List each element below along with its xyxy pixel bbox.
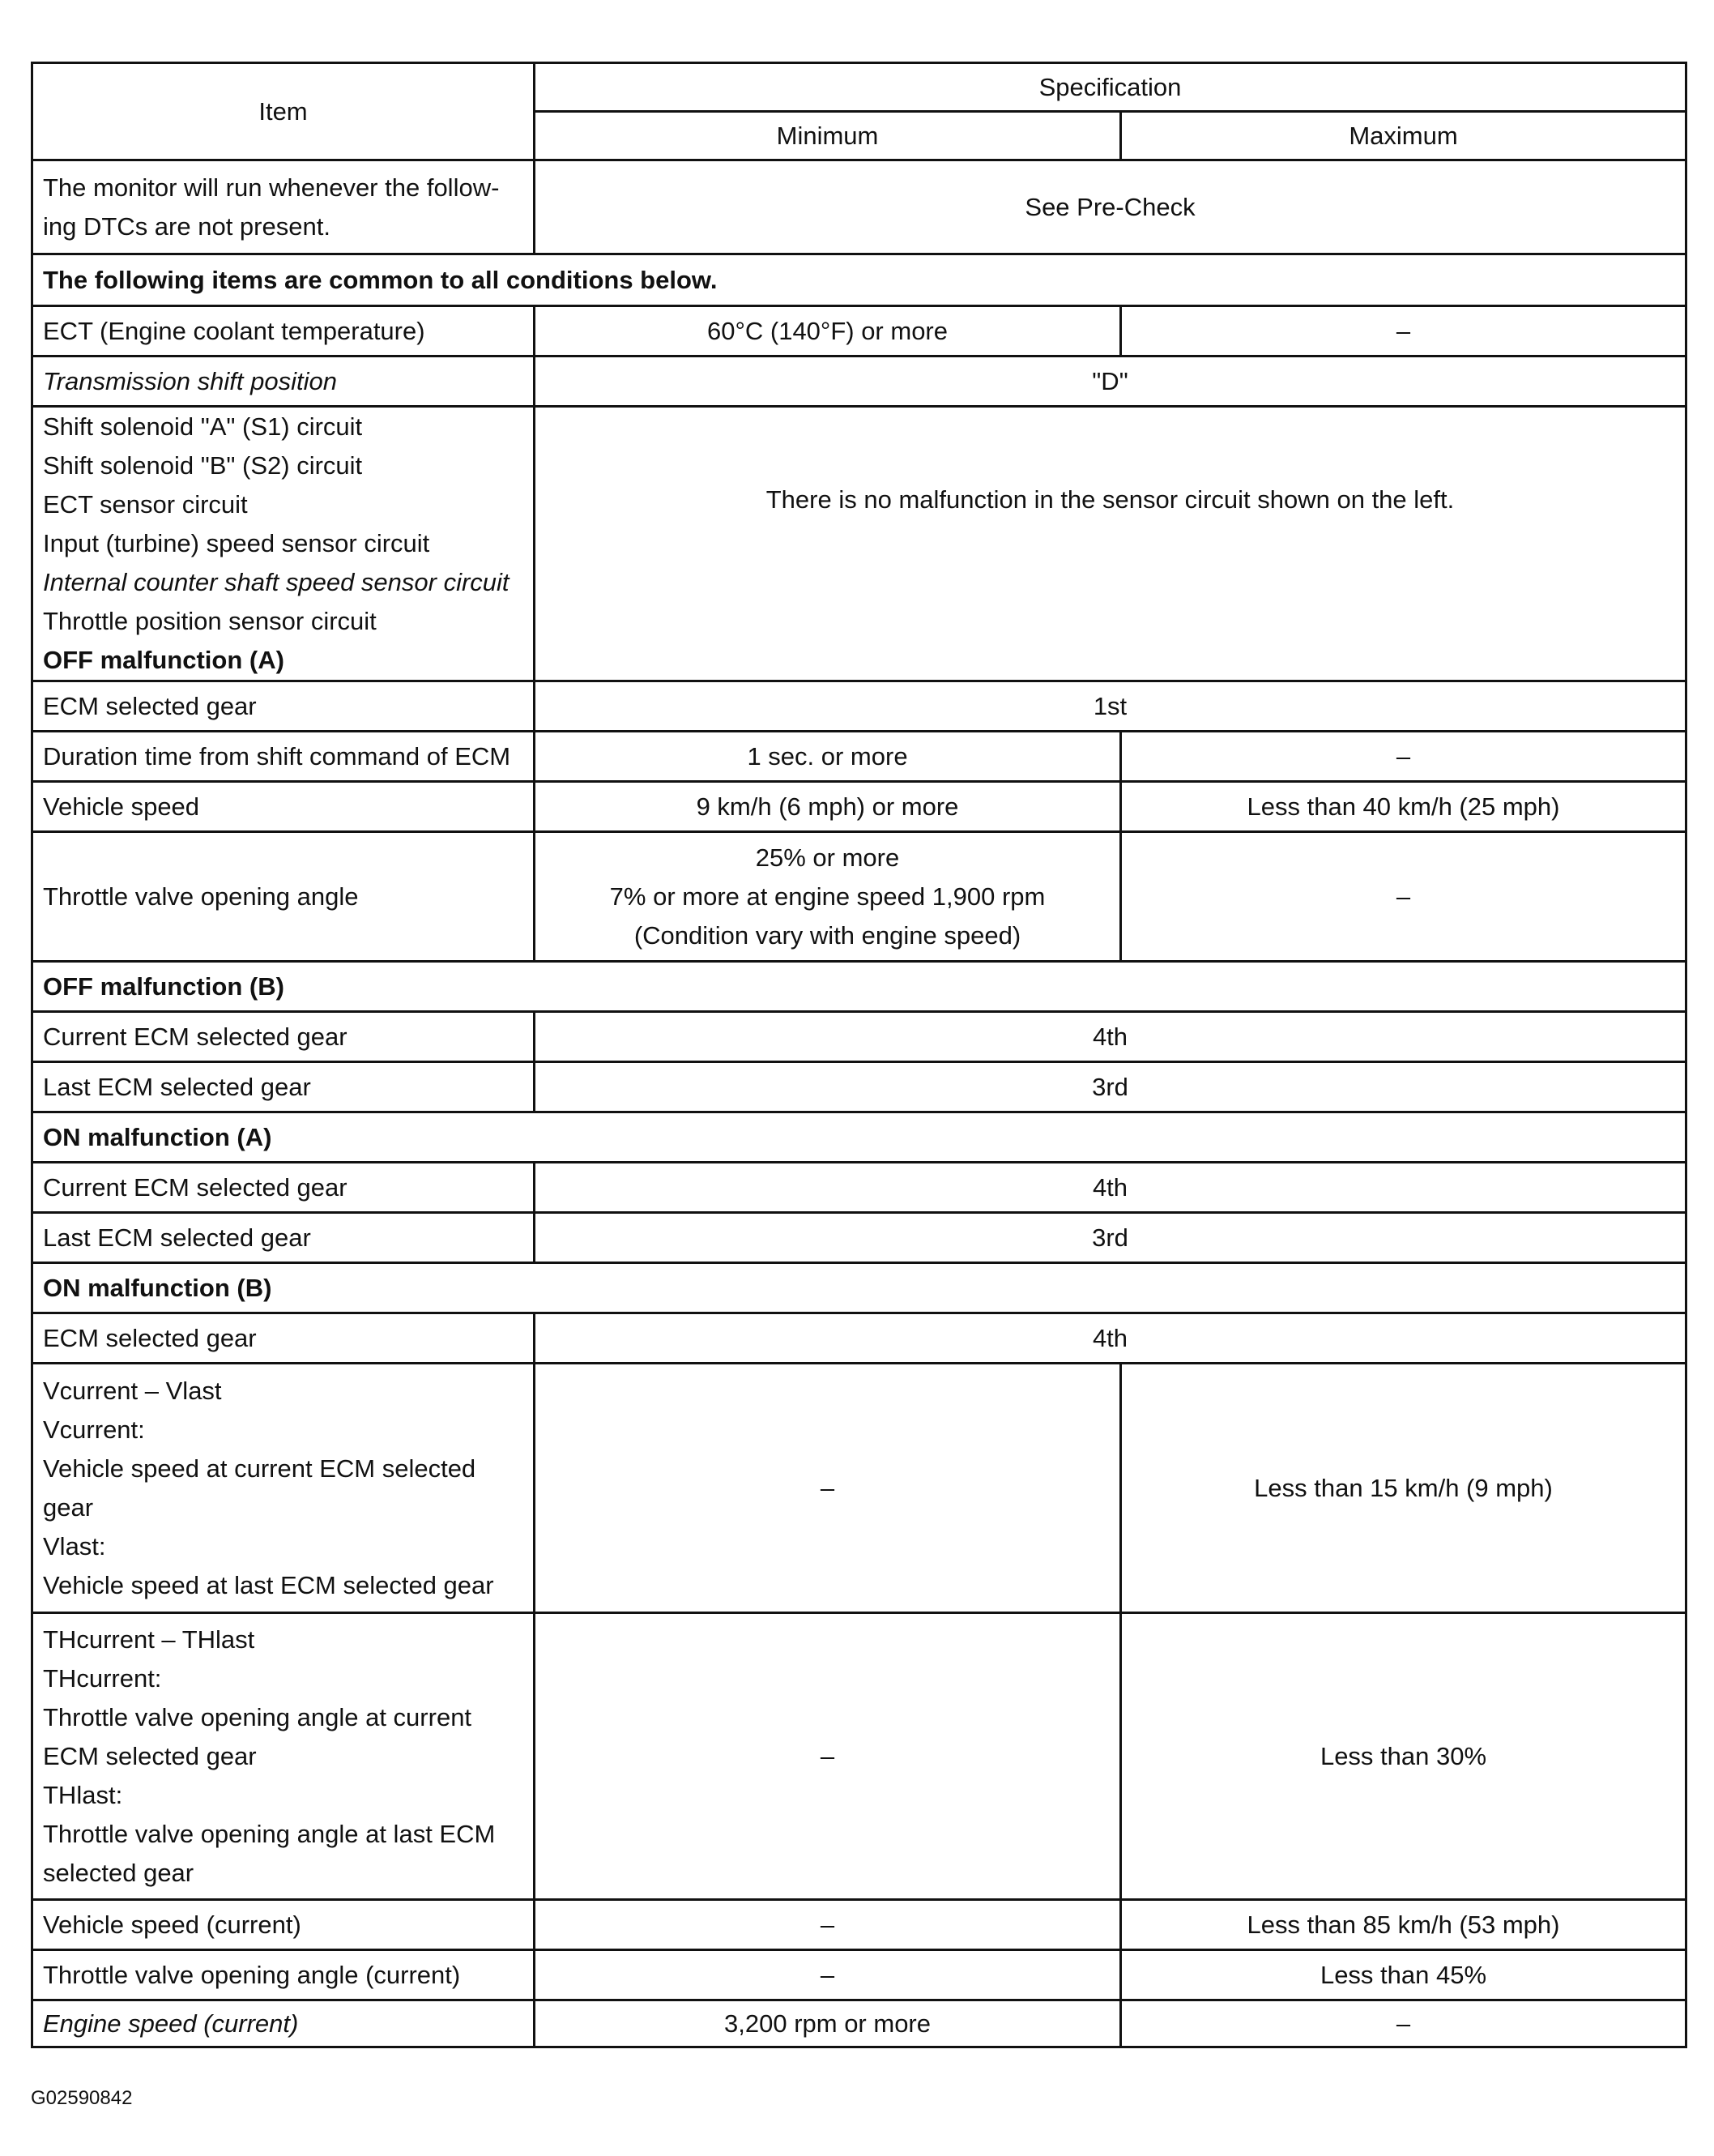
off-b-last-spec: 3rd (535, 1062, 1686, 1112)
ect-max: – (1121, 306, 1686, 356)
off-b-last-item: Last ECM selected gear (32, 1062, 535, 1112)
off-b-heading: OFF malfunction (B) (32, 962, 1686, 1012)
vdiff-line: Vlast: (43, 1531, 106, 1560)
shift-position-item: Transmission shift position (32, 356, 535, 407)
off-a-speed-item: Vehicle speed (32, 782, 535, 832)
on-b-vspeed-max: Less than 85 km/h (53 mph) (1121, 1900, 1686, 1950)
on-b-gear-item: ECM selected gear (32, 1313, 535, 1364)
off-a-heading: OFF malfunction (A) (43, 646, 284, 674)
on-b-vdiff-min: – (535, 1364, 1121, 1613)
on-b-thdiff-min: – (535, 1613, 1121, 1900)
common-heading: The following items are common to all conditions below. (32, 254, 1686, 306)
thdiff-line: selected gear (43, 1858, 194, 1887)
circuit-item: Shift solenoid "A" (S1) circuit (43, 412, 363, 441)
off-a-throttle-item: Throttle valve opening angle (32, 832, 535, 962)
monitor-item (32, 160, 535, 254)
vdiff-line: Vcurrent: (43, 1415, 145, 1444)
circuit-item: Internal counter shaft speed sensor circuit (43, 568, 510, 596)
circuit-item: Throttle position sensor circuit (43, 607, 377, 635)
on-b-engine-max: – (1121, 2000, 1686, 2047)
header-item: Item (32, 63, 535, 160)
off-a-duration-max: – (1121, 732, 1686, 782)
on-b-vdiff-max: Less than 15 km/h (9 mph) (1121, 1364, 1686, 1613)
on-b-thdiff-item (32, 1613, 535, 1900)
on-b-vspeed-item: Vehicle speed (current) (32, 1900, 535, 1950)
shift-position-spec: "D" (535, 356, 1686, 407)
figure-code: G02590842 (31, 2087, 133, 2109)
on-b-thdiff-max: Less than 30% (1121, 1613, 1686, 1900)
off-a-throttle-min (535, 832, 1121, 962)
off-a-duration-item: Duration time from shift command of ECM (32, 732, 535, 782)
off-a-throttle-min-line: 25% or more (755, 843, 900, 872)
on-a-last-spec: 3rd (535, 1213, 1686, 1263)
on-a-heading: ON malfunction (A) (32, 1112, 1686, 1163)
vdiff-line: gear (43, 1492, 94, 1522)
off-a-speed-max: Less than 40 km/h (25 mph) (1121, 782, 1686, 832)
off-b-current-item: Current ECM selected gear (32, 1012, 535, 1062)
circuits-spec: There is no malfunction in the sensor circuit shown on the left. (535, 407, 1686, 681)
header-minimum: Minimum (535, 112, 1121, 160)
monitor-item-line1: The monitor will run whenever the follow- (43, 173, 500, 202)
circuit-item: Input (turbine) speed sensor circuit (43, 529, 430, 557)
on-b-vspeed-min: – (535, 1900, 1121, 1950)
on-b-engine-item: Engine speed (current) (32, 2000, 535, 2047)
on-b-gear-spec: 4th (535, 1313, 1686, 1364)
ect-min: 60°C (140°F) or more (535, 306, 1121, 356)
on-b-vdiff-item (32, 1364, 535, 1613)
thdiff-line: Throttle valve opening angle at last ECM (43, 1819, 496, 1848)
vdiff-line: Vehicle speed at current ECM selected (43, 1454, 476, 1483)
circuit-item: Shift solenoid "B" (S2) circuit (43, 451, 363, 480)
on-b-throttle-max: Less than 45% (1121, 1950, 1686, 2000)
vdiff-line: Vcurrent – Vlast (43, 1376, 222, 1405)
on-b-heading: ON malfunction (B) (32, 1263, 1686, 1313)
specification-table (31, 62, 1687, 2048)
circuit-item: ECT sensor circuit (43, 490, 248, 519)
circuit-list (32, 407, 535, 681)
thdiff-line: THlast: (43, 1780, 123, 1809)
off-a-throttle-max: – (1121, 832, 1686, 962)
on-b-throttle-min: – (535, 1950, 1121, 2000)
thdiff-line: ECM selected gear (43, 1741, 257, 1770)
ect-item: ECT (Engine coolant temperature) (32, 306, 535, 356)
monitor-spec: See Pre-Check (535, 160, 1686, 254)
off-a-duration-min: 1 sec. or more (535, 732, 1121, 782)
header-maximum: Maximum (1121, 112, 1686, 160)
on-b-throttle-item: Throttle valve opening angle (current) (32, 1950, 535, 2000)
thdiff-line: THcurrent: (43, 1663, 162, 1693)
on-b-engine-min: 3,200 rpm or more (535, 2000, 1121, 2047)
monitor-item-line2: ing DTCs are not present. (43, 211, 330, 241)
thdiff-line: Throttle valve opening angle at current (43, 1702, 472, 1731)
off-a-speed-min: 9 km/h (6 mph) or more (535, 782, 1121, 832)
off-b-current-spec: 4th (535, 1012, 1686, 1062)
header-specification: Specification (535, 63, 1686, 112)
on-a-current-spec: 4th (535, 1163, 1686, 1213)
on-a-last-item: Last ECM selected gear (32, 1213, 535, 1263)
on-a-current-item: Current ECM selected gear (32, 1163, 535, 1213)
off-a-throttle-min-line: (Condition vary with engine speed) (633, 920, 1021, 950)
off-a-gear-spec: 1st (535, 681, 1686, 732)
vdiff-line: Vehicle speed at last ECM selected gear (43, 1570, 494, 1599)
thdiff-line: THcurrent – THlast (43, 1624, 255, 1654)
off-a-throttle-min-line: 7% or more at engine speed 1,900 rpm (609, 882, 1046, 911)
off-a-gear-item: ECM selected gear (32, 681, 535, 732)
